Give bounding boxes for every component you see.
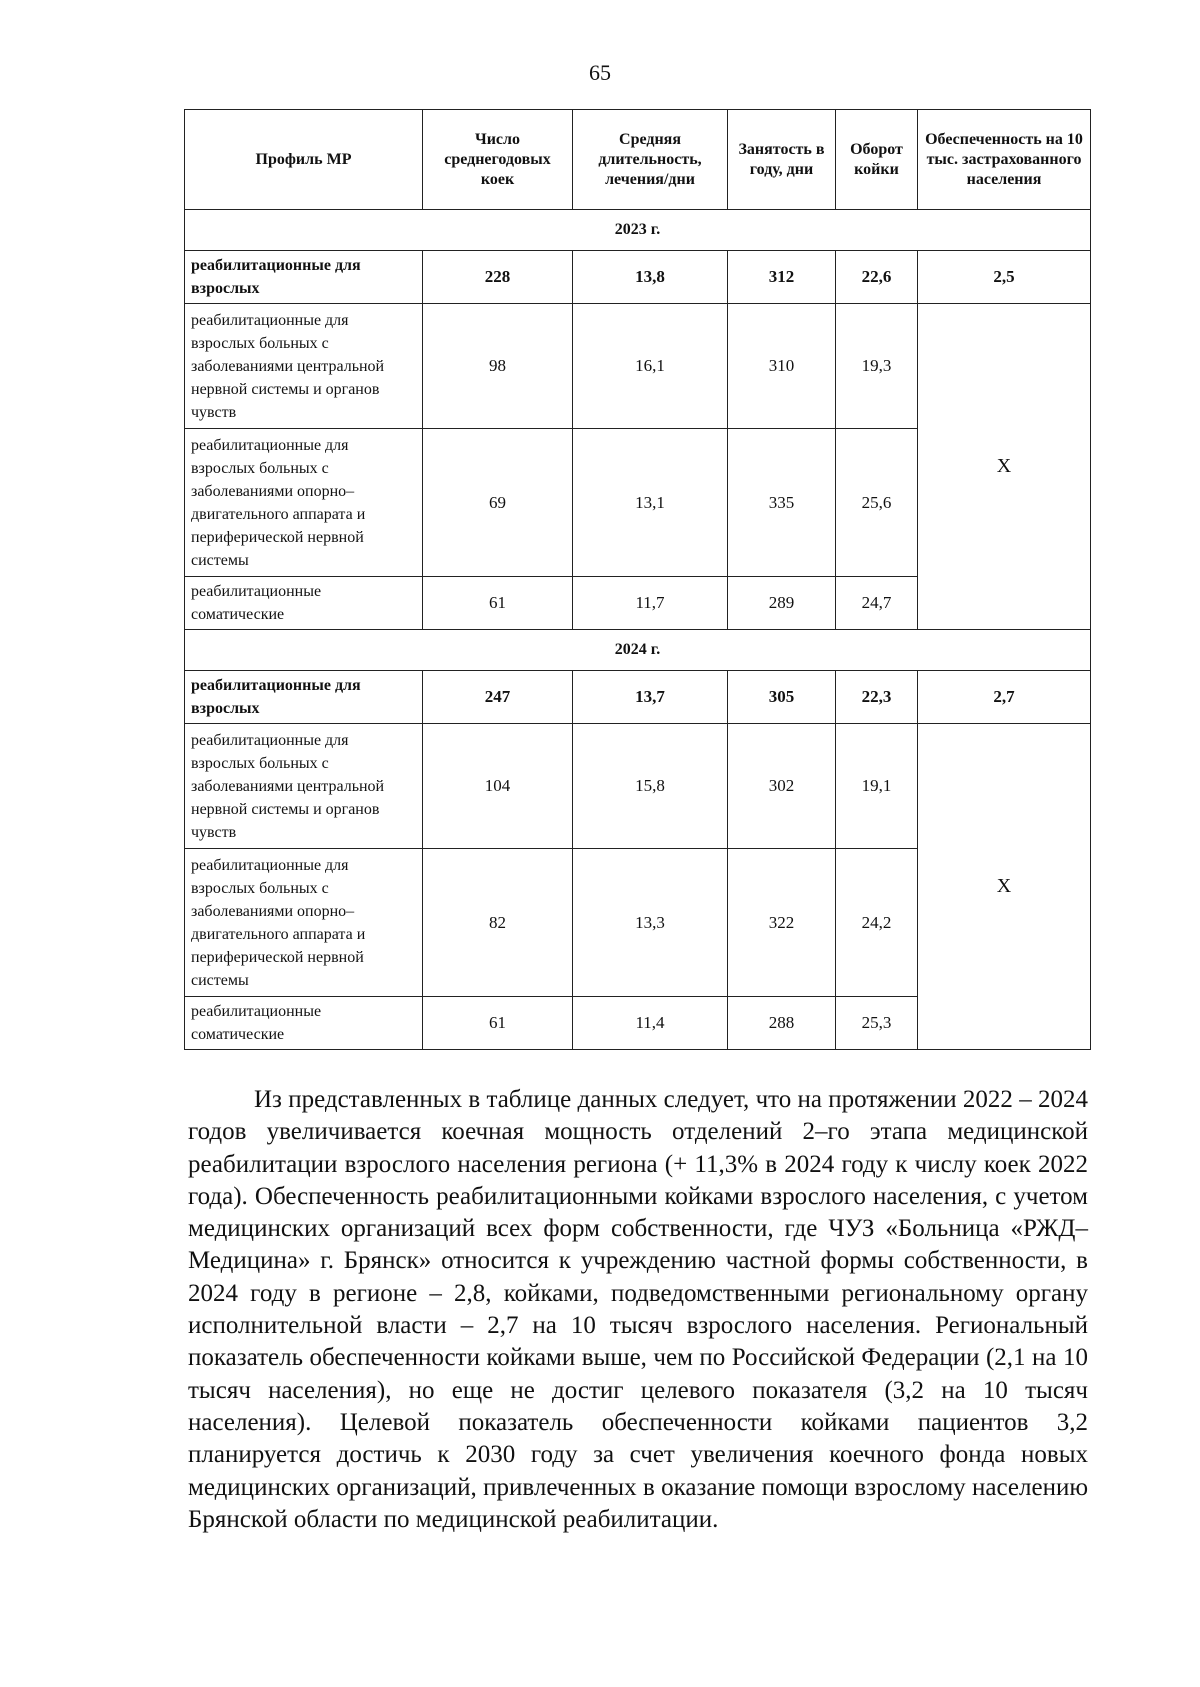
year-label: 2024 г. — [185, 630, 1091, 671]
beds-cell: 69 — [423, 429, 573, 577]
beds-cell: 61 — [423, 997, 573, 1050]
header-turnover: Оборот койки — [836, 110, 918, 210]
occupancy-cell: 312 — [728, 251, 836, 304]
header-profile: Профиль МР — [185, 110, 423, 210]
profile-cell: реабилитационные соматические — [185, 577, 423, 630]
provision-merged-cell: Х — [918, 724, 1091, 1050]
turnover-cell: 25,3 — [836, 997, 918, 1050]
profile-cell: реабилитационные соматические — [185, 997, 423, 1050]
duration-cell: 13,8 — [573, 251, 728, 304]
year-label: 2023 г. — [185, 210, 1091, 251]
page-number: 65 — [589, 60, 611, 85]
table-row — [185, 304, 1091, 429]
profile-cell: реабилитационные для взрослых больных с заболеваниями опорно–двигательного аппарата и периферической нервной системы — [185, 849, 423, 997]
turnover-cell: 24,7 — [836, 577, 918, 630]
profile-cell: реабилитационные для взрослых больных с заболеваниями центральной нервной системы и органов чувств — [185, 304, 423, 429]
turnover-cell: 25,6 — [836, 429, 918, 577]
occupancy-cell: 310 — [728, 304, 836, 429]
duration-cell: 13,7 — [573, 671, 728, 724]
turnover-cell: 24,2 — [836, 849, 918, 997]
duration-cell: 13,1 — [573, 429, 728, 577]
profile-cell: реабилитационные для взрослых больных с заболеваниями центральной нервной системы и органов чувств — [185, 724, 423, 849]
beds-cell: 228 — [423, 251, 573, 304]
beds-cell: 98 — [423, 304, 573, 429]
turnover-cell: 19,3 — [836, 304, 918, 429]
profile-cell: реабилитационные для взрослых — [185, 251, 423, 304]
occupancy-cell: 322 — [728, 849, 836, 997]
beds-cell: 104 — [423, 724, 573, 849]
year-row — [185, 630, 1091, 671]
turnover-cell: 22,6 — [836, 251, 918, 304]
occupancy-cell: 288 — [728, 997, 836, 1050]
year-row — [185, 210, 1091, 251]
body-paragraph: Из представленных в таблице данных следует, что на протяжении 2022 – 2024 годов увеличивается коечная мощность отделений 2–го этапа медицинской реабилитации взрослого населения региона (+ 11,3% в 2024 году к числу коек 2022 года). Обеспеченность реабилитационными койками взрослого населения, с учетом медицинских организаций всех форм собственности, где ЧУЗ «Больница «РЖД–Медицина» г. Брянск» относится к учреждению частной формы собственности, в 2024 году в регионе – 2,8, койками, подведомственными региональному органу исполнительной власти – 2,7 на 10 тысяч взрослого населения. Региональный показатель обеспеченности койками выше, чем по Российской Федерации (2,1 на 10 тысяч населения), но еще не достиг целевого показателя (3,2 на 10 тысяч населения). Целевой показатель обеспеченности койками пациентов 3,2 планируется достичь к 2030 году за счет увеличения коечного фонда новых медицинских организаций, привлеченных в оказание помощи взрослому населению Брянской области по медицинской реабилитации. — [188, 1086, 1088, 1533]
table-header-row — [185, 110, 1091, 210]
header-duration: Средняя длительность, лечения/дни — [573, 110, 728, 210]
turnover-cell: 19,1 — [836, 724, 918, 849]
table-row-total — [185, 251, 1091, 304]
duration-cell: 11,4 — [573, 997, 728, 1050]
occupancy-cell: 335 — [728, 429, 836, 577]
duration-cell: 11,7 — [573, 577, 728, 630]
provision-cell: 2,5 — [918, 251, 1091, 304]
header-provision: Обеспеченность на 10 тыс. застрахованного населения — [918, 110, 1091, 210]
turnover-cell: 22,3 — [836, 671, 918, 724]
occupancy-cell: 302 — [728, 724, 836, 849]
table-row — [185, 724, 1091, 849]
provision-cell: 2,7 — [918, 671, 1091, 724]
table-row-total — [185, 671, 1091, 724]
rehab-beds-table — [184, 109, 1091, 1050]
header-beds: Число среднегодовых коек — [423, 110, 573, 210]
provision-merged-cell: Х — [918, 304, 1091, 630]
beds-cell: 247 — [423, 671, 573, 724]
duration-cell: 13,3 — [573, 849, 728, 997]
profile-cell: реабилитационные для взрослых — [185, 671, 423, 724]
occupancy-cell: 305 — [728, 671, 836, 724]
header-occupancy: Занятость в году, дни — [728, 110, 836, 210]
duration-cell: 15,8 — [573, 724, 728, 849]
beds-cell: 82 — [423, 849, 573, 997]
beds-cell: 61 — [423, 577, 573, 630]
duration-cell: 16,1 — [573, 304, 728, 429]
occupancy-cell: 289 — [728, 577, 836, 630]
profile-cell: реабилитационные для взрослых больных с заболеваниями опорно–двигательного аппарата и периферической нервной системы — [185, 429, 423, 577]
